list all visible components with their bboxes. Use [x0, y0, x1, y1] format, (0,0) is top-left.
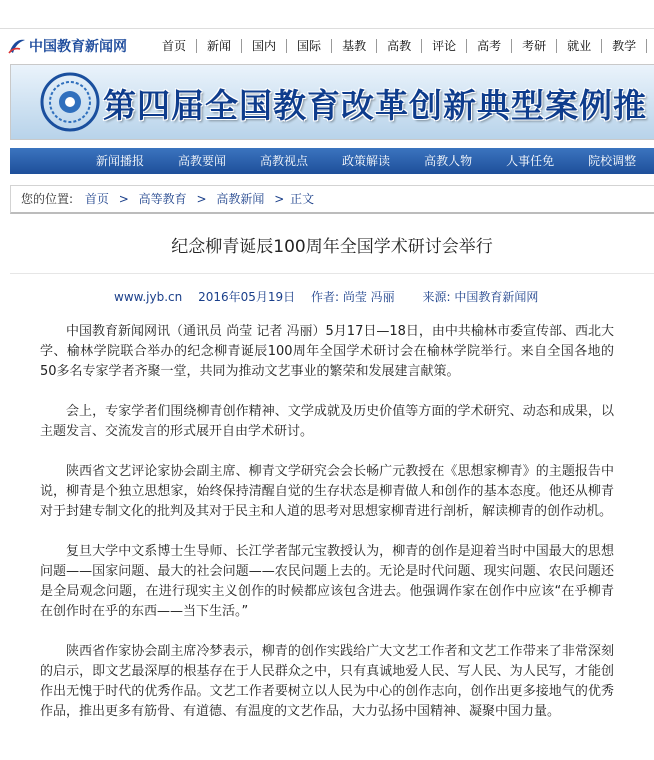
article-site[interactable]: www.jyb.cn	[114, 290, 183, 304]
nav-link-employment[interactable]: 就业	[557, 39, 602, 53]
nav-link-domestic[interactable]: 国内	[242, 39, 287, 53]
nav-link-comment[interactable]: 评论	[422, 39, 467, 53]
top-gap	[0, 0, 654, 28]
category-nav-bar	[10, 148, 654, 174]
category-appointments[interactable]: 人事任免	[506, 154, 555, 168]
breadcrumb-separator: >	[196, 192, 207, 206]
article-paragraph: 会上，专家学者们围绕柳青创作精神、文学成就及历史价值等方面的学术研究、动态和成果，以主题发言、交流发言的形式展开自由学术研讨。	[40, 404, 614, 439]
article-paragraph: 复旦大学中文系博士生导师、长江学者郜元宝教授认为，柳青的创作是迎着当时中国最大的思想问题——国家问题、最大的社会问题——农民问题上去的。无论是时代问题、现实问题、农民问题还是全局观念问题，在进行现实主义创作的时候都应该包含进去。他强调作家在创作中应该“在乎柳青在创作时在乎的东西——当下生活。”	[40, 544, 614, 619]
breadcrumb-current: 正文	[290, 192, 315, 206]
article-meta	[114, 288, 544, 305]
banner-title: 第四届全国教育改革创新典型案例推	[103, 86, 647, 125]
breadcrumb	[10, 185, 654, 214]
nav-link-kaoyan[interactable]: 考研	[512, 39, 557, 53]
article-paragraph: 中国教育新闻网讯（通讯员 尚莹 记者 冯丽）5月17日—18日，由中共榆林市委宣传部、西北大学、榆林学院联合举办的纪念柳青诞辰100周年全国学术研讨会在榆林学院举行。来自全国各地的50多名专家学者齐聚一堂，共同为推动文艺事业的繁荣和发展建言献策。	[40, 324, 614, 379]
category-policy-interpretation[interactable]: 政策解读	[342, 154, 391, 168]
category-higher-ed-headlines[interactable]: 高教要闻	[178, 154, 227, 168]
banner-emblem-icon	[39, 71, 101, 133]
promo-banner[interactable]	[10, 64, 654, 140]
top-navigation	[0, 28, 654, 65]
article-source: 来源: 中国教育新闻网	[422, 290, 539, 304]
category-news-broadcast[interactable]: 新闻播报	[96, 154, 145, 168]
nav-link-gaokao[interactable]: 高考	[467, 39, 512, 53]
category-college-adjustment[interactable]: 院校调整	[588, 154, 637, 168]
breadcrumb-label: 您的位置:	[21, 192, 74, 206]
article-date: 2016年05月19日	[198, 290, 296, 304]
logo-text: 中国教育新闻网	[29, 39, 127, 55]
article-paragraph: 陕西省文艺评论家协会副主席、柳青文学研究会会长畅广元教授在《思想家柳青》的主题报告中说，柳青是个独立思想家，始终保持清醒自觉的生存状态是柳青做人和创作的基本态度。他还从柳青对于封建专制文化的批判及其对于民主和人道的思考对思想家柳青进行剖析，解读柳青的创作动机。	[40, 464, 614, 519]
nav-link-basic-education[interactable]: 基教	[332, 39, 377, 53]
article-paragraph: 陕西省作家协会副主席冷梦表示，柳青的创作实践给广大文艺工作者和文艺工作带来了非常深刻的启示，即文艺最深厚的根基存在于人民群众之中，只有真诚地爱人民、写人民、为人民写，才能创作出无愧于时代的优秀作品。文艺工作者要树立以人民为中心的创作志向，创作出更多接地气的优秀作品，推出更多有筋骨、有道德、有温度的文艺作品，大力弘扬中国精神、凝聚中国力量。	[40, 644, 614, 719]
site-logo[interactable]	[8, 35, 127, 57]
breadcrumb-higher-ed-news[interactable]: 高教新闻	[216, 192, 265, 206]
nav-link-home[interactable]: 首页	[152, 39, 197, 53]
article-author: 作者: 尚莹 冯丽	[310, 290, 395, 304]
logo-swoosh-icon	[8, 37, 26, 55]
breadcrumb-separator: >	[118, 192, 129, 206]
nav-link-international[interactable]: 国际	[287, 39, 332, 53]
article-title: 纪念柳青诞辰100周年全国学术研讨会举行	[171, 237, 493, 257]
title-divider	[10, 273, 654, 274]
category-higher-ed-view[interactable]: 高教视点	[260, 154, 309, 168]
nav-link-teaching[interactable]: 教学	[602, 39, 647, 53]
top-nav-links	[152, 39, 647, 53]
article-body	[40, 322, 614, 742]
category-higher-ed-people[interactable]: 高教人物	[424, 154, 473, 168]
breadcrumb-separator: >	[274, 192, 285, 206]
nav-link-higher-education[interactable]: 高教	[377, 39, 422, 53]
nav-link-news[interactable]: 新闻	[197, 39, 242, 53]
breadcrumb-home[interactable]: 首页	[84, 192, 109, 206]
breadcrumb-higher-education[interactable]: 高等教育	[138, 192, 187, 206]
